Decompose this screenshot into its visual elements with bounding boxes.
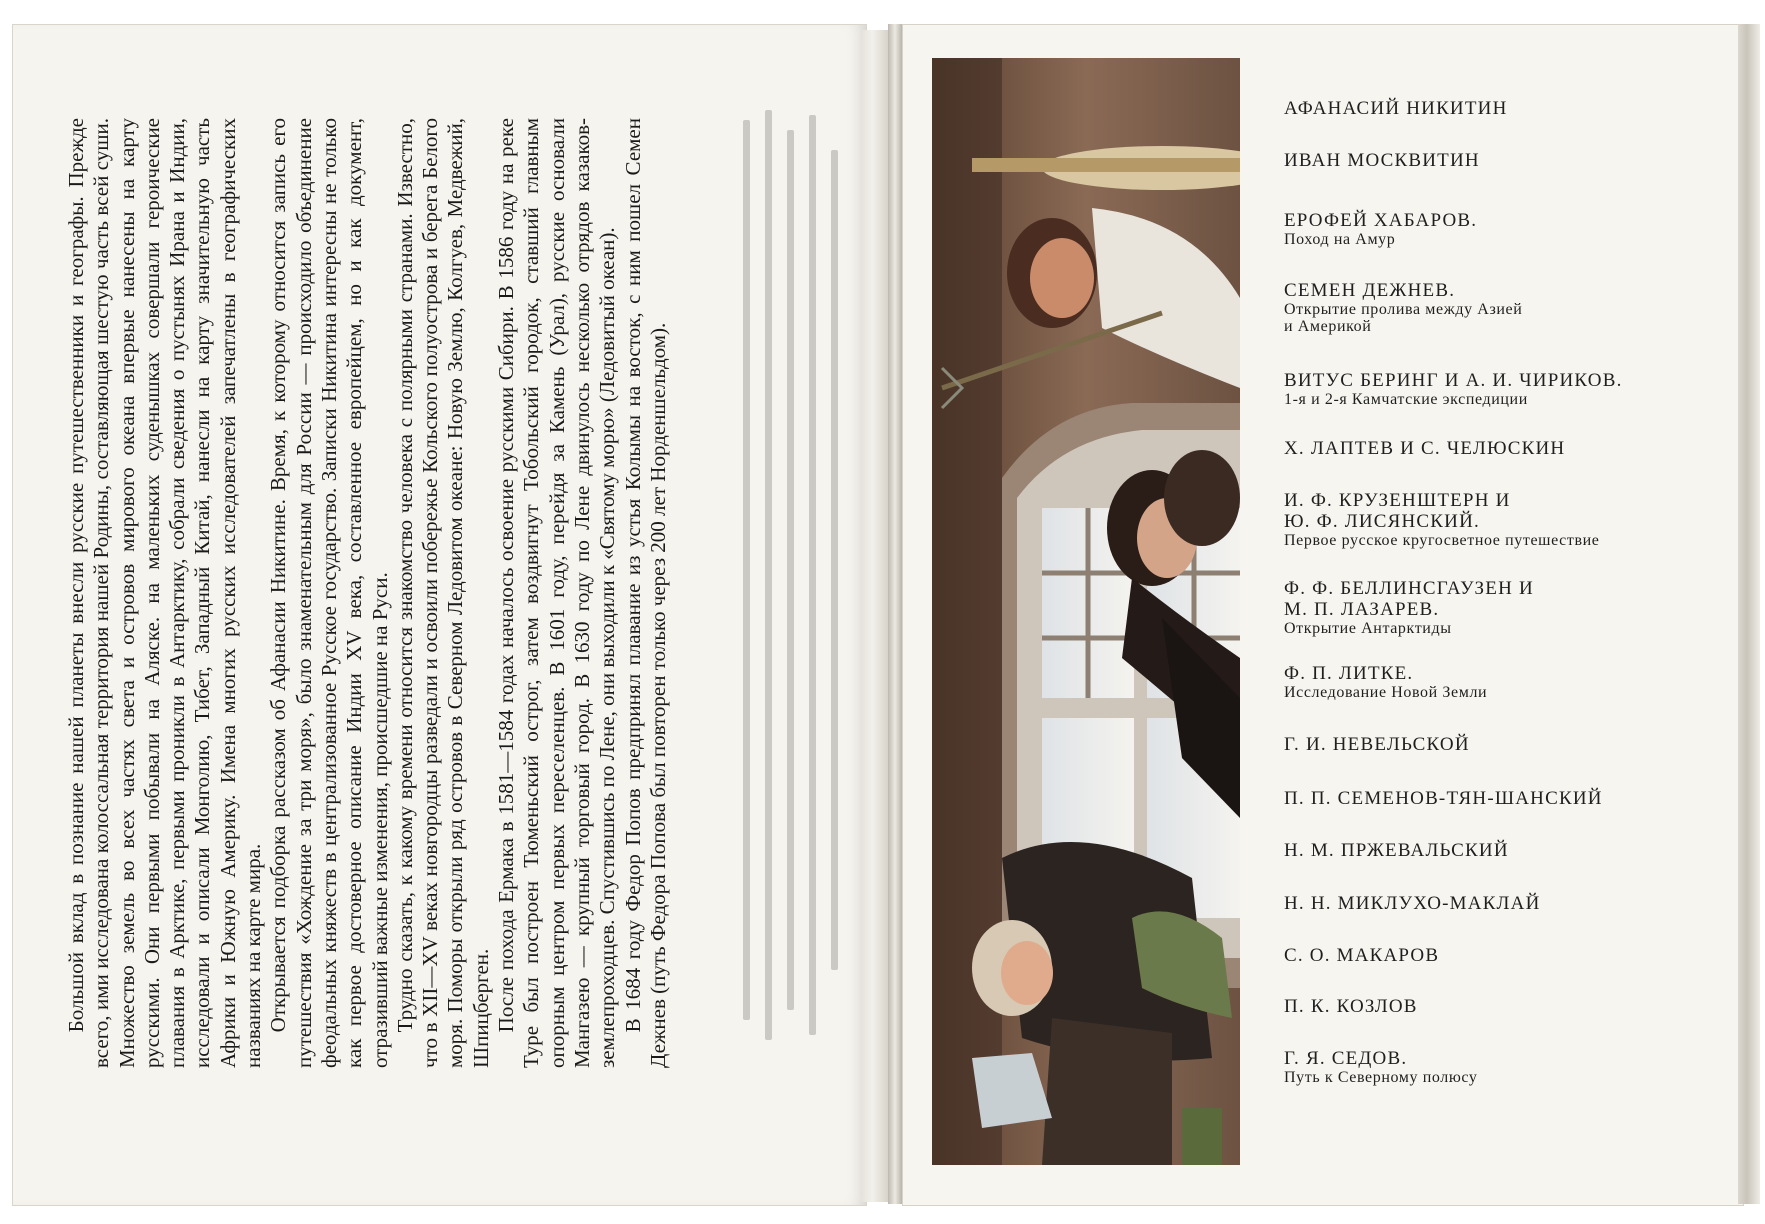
list-item: Г. И. НЕВЕЛЬСКОЙ <box>1284 734 1470 755</box>
paragraph: Трудно сказать, к какому времени относится знакомство человека с полярными странами. Известно, что в XII—XV веках новгородцы разведали и освоили побережье Кольского полуострова и берега Белого моря. Поморы открыли ряд островов в Северном Ледовитом океане: Новую Землю, Колгуев, Медвежий, Шпицберген. <box>392 118 493 1068</box>
left-page-edge <box>862 30 888 1202</box>
card-stack-edge <box>1738 24 1760 1204</box>
list-item: Х. ЛАПТЕВ И С. ЧЕЛЮСКИН <box>1284 438 1566 459</box>
paragraph: Открывается подборка рассказом об Афанасии Никитине. Время, к которому относится запись его путешествия «Хождение за три моря», было знаменательным для России — происходило объединение феодальных княжеств в централизованное Русское государство. Записки Никитина интересны не только как первое достоверное описание Индии XV века, составленное европейцем, но и как документ, отразивший важные изменения, происшедшие на Руси. <box>266 118 392 1068</box>
list-item: Н. М. ПРЖЕВАЛЬСКИЙ <box>1284 840 1509 861</box>
list-item: Н. Н. МИКЛУХО-МАКЛАЙ <box>1284 893 1541 914</box>
illustration <box>932 58 1240 1165</box>
list-item: П. П. СЕМЕНОВ-ТЯН-ШАНСКИЙ <box>1284 788 1603 809</box>
intro-text <box>64 118 764 1068</box>
paragraph: В 1684 году Федор Попов предпринял плавание из устья Колымы на восток, с ним пошел Семен Дежнев (путь Федора Попова был повторен только через 200 лет Норденшельдом). <box>620 118 670 1068</box>
paragraph: Большой вклад в познание нашей планеты внесли русские путешественники и географы. Прежде всего, ими исследована колоссальная территория нашей Родины, составляющая шестую часть всей суши. Множество земель во всех частях света и островов мирового океана впервые нанесены на карту русскими. Они первыми побывали на Аляске. на маленьких суденышках совершали героические плавания в Арктике, первыми проникли в Антарктику, собрали сведения о пустынях Ирана и Индии, исследовали и описали Монголию, Тибет, Западный Китай, нанесли на карту значительную часть Африки и Южную Америку. Имена многих русских исследователей запечатлены в географических названиях на карте мира. <box>64 118 266 1068</box>
list-item: ЕРОФЕЙ ХАБАРОВ. Поход на Амур <box>1284 210 1478 248</box>
list-item: Г. Я. СЕДОВ. Путь к Северному полюсу <box>1284 1048 1478 1086</box>
list-item: АФАНАСИЙ НИКИТИН <box>1284 98 1508 119</box>
list-item: ВИТУС БЕРИНГ И А. И. ЧИРИКОВ. 1-я и 2-я Камчатские экспедиции <box>1284 370 1623 408</box>
list-item: СЕМЕН ДЕЖНЕВ. Открытие пролива между Азией и Америкой <box>1284 280 1523 335</box>
list-item: ИВАН МОСКВИТИН <box>1284 150 1480 171</box>
list-item: И. Ф. КРУЗЕНШТЕРН И Ю. Ф. ЛИСЯНСКИЙ. Первое русское кругосветное путешествие <box>1284 490 1600 549</box>
list-item: С. О. МАКАРОВ <box>1284 945 1440 966</box>
list-item: П. К. КОЗЛОВ <box>1284 996 1418 1017</box>
list-item: Ф. Ф. БЕЛЛИНСГАУЗЕН И М. П. ЛАЗАРЕВ. Открытие Антарктиды <box>1284 578 1534 637</box>
list-item: Ф. П. ЛИТКЕ. Исследование Новой Земли <box>1284 663 1488 701</box>
paragraph: После похода Ермака в 1581—1584 годах началось освоение русскими Сибири. В 1586 году на реке Туре был построен Тюменьский острог, затем воздвигнут Тобольский городок, ставший главным опорным центром первых переселенцев. В 1601 году, перейдя за Камень (Урал), русские основали Мангазею — крупный торговый город. В 1630 году по Лене двинулось несколько отрядов казаков-землепроходцев. Спустившись по Лене, они выходили к «Святому морю» (Ледовитый океан). <box>494 118 620 1068</box>
book-spine <box>888 24 902 1204</box>
